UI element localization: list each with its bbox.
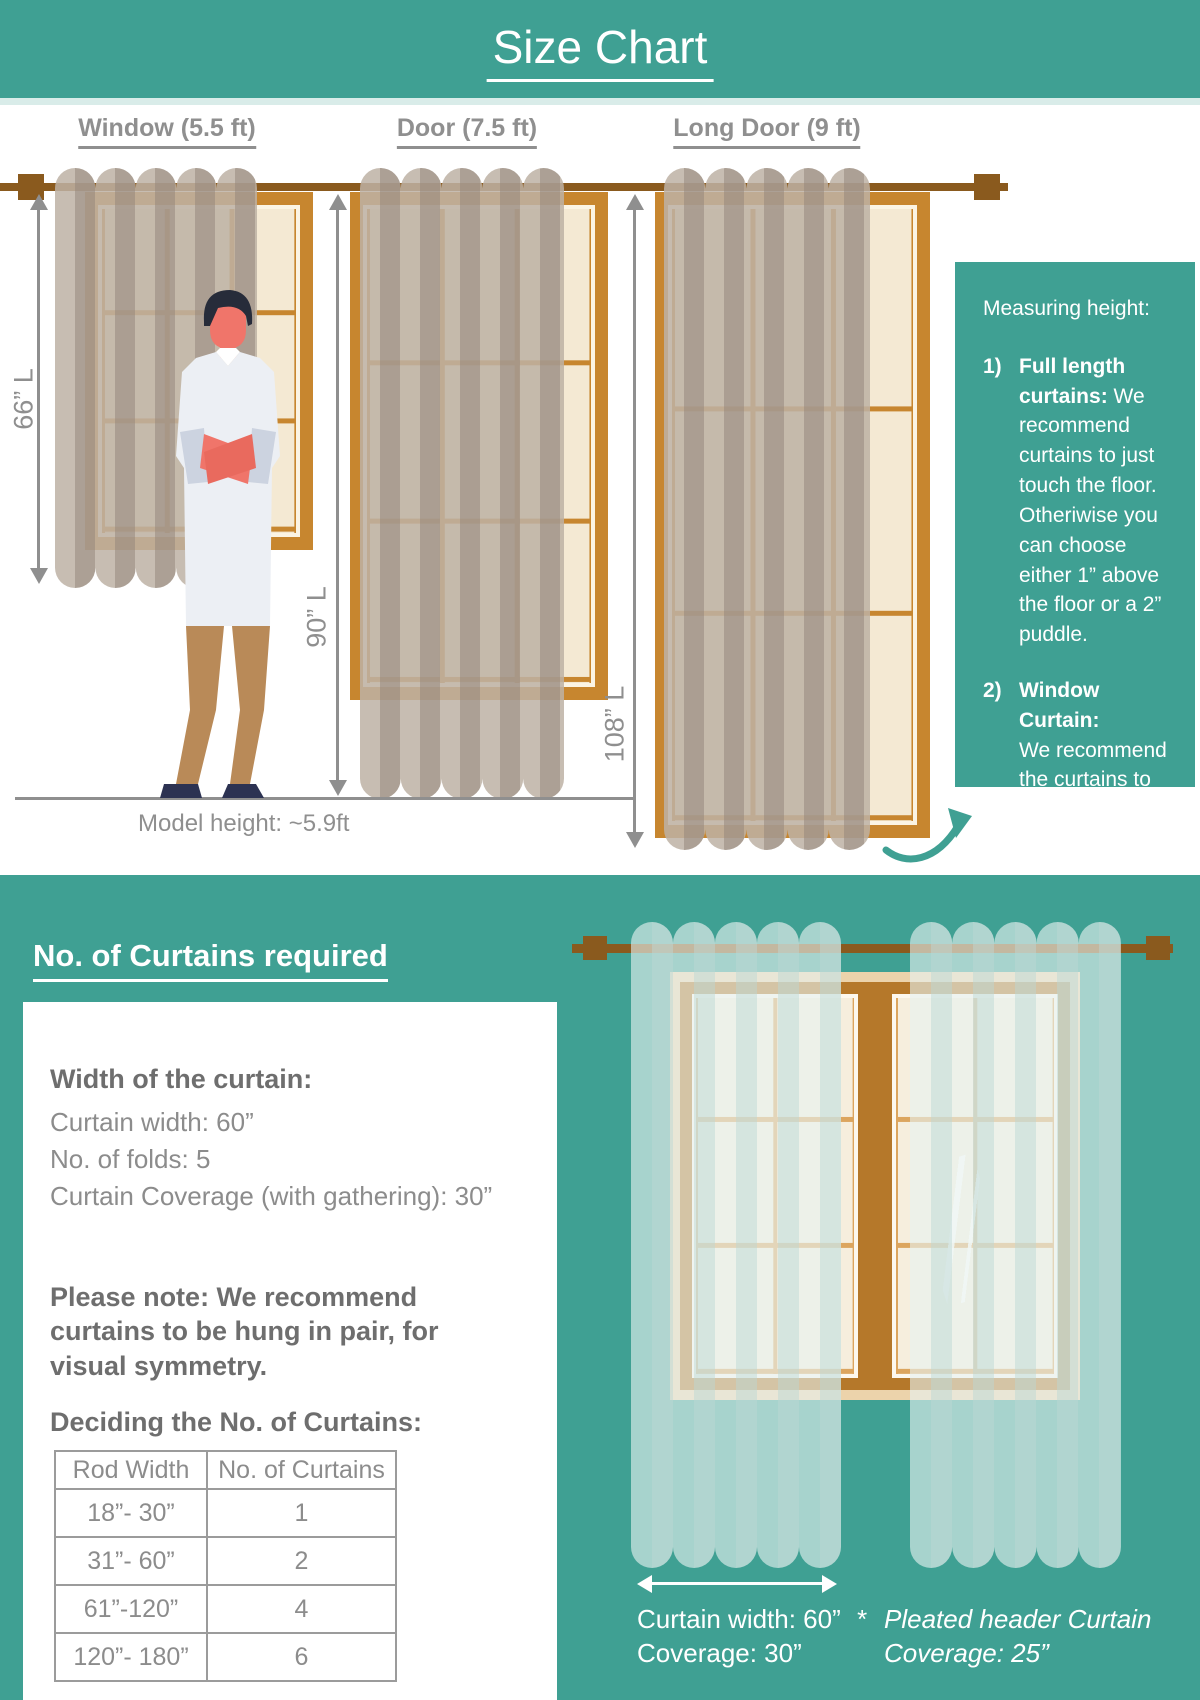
curtain-width-line: Curtain width: 60” (50, 1107, 254, 1137)
page-title: Size Chart (487, 20, 714, 82)
measure-arrow-108-icon (633, 210, 636, 832)
rod-finial-right (974, 174, 1000, 200)
floor-line (15, 797, 633, 800)
rod-finial-bottom-left (583, 936, 607, 960)
length-label-90: 90” L (301, 586, 332, 648)
item-1-text: Full length curtains: We recommend curtains to just touch the floor. Otheriwise you can choose either 1” above the floor or a 2” puddle. (1019, 354, 1162, 647)
table-row: 31”- 60” 2 (55, 1537, 396, 1585)
curtain-width-label: Curtain width: 60” (637, 1604, 841, 1634)
width-arrow-icon (652, 1582, 822, 1585)
length-label-108: 108” L (599, 685, 630, 763)
model-person-illustration (158, 286, 298, 801)
length-label-66: 66” L (8, 368, 39, 430)
pleated-note-star: * (856, 1604, 867, 1634)
curtain-90-inch (360, 168, 564, 799)
measuring-item-2 (983, 676, 1171, 855)
measuring-height-title: Measuring height: (983, 297, 1150, 320)
coverage-label: Coverage: 30” (637, 1638, 802, 1668)
sheer-curtain-right (910, 922, 1121, 1568)
pair-note: Please note: We recommend curtains to be hung in pair, for visual symmetry. (50, 1282, 439, 1381)
table-row: 18”- 30” 1 (55, 1489, 396, 1537)
item-2-number: 2) (983, 678, 1002, 702)
label-long-door: Long Door (9 ft) (673, 114, 860, 149)
measuring-item-1 (983, 352, 1171, 650)
pleated-note-line1: Pleated header Curtain (884, 1604, 1152, 1634)
label-window: Window (5.5 ft) (78, 114, 256, 149)
rod-finial-bottom-right (1146, 936, 1170, 960)
table-header-row (55, 1451, 396, 1489)
measuring-height-box (955, 262, 1195, 851)
curtains-required-heading: No. of Curtains required (33, 938, 388, 982)
header-bottom-strip (0, 98, 1200, 105)
rod-width-table (54, 1450, 397, 1682)
coverage-line: Curtain Coverage (with gathering): 30” (50, 1181, 493, 1211)
sheer-curtain-left (631, 922, 841, 1568)
table-row: 61”-120” 4 (55, 1585, 396, 1633)
curtain-info-card (23, 1002, 557, 1700)
model-height-caption: Model height: ~5.9ft (138, 810, 350, 837)
deciding-table-title: Deciding the No. of Curtains: (50, 1407, 423, 1437)
item-2-text: Window Curtain: We recommend the curtains to fall 6”- 8” below the window sill. (1019, 678, 1167, 851)
col-no-curtains: No. of Curtains (207, 1451, 396, 1489)
curved-arrow-icon (872, 796, 984, 866)
table-row: 120”- 180” 6 (55, 1633, 396, 1681)
col-rod-width: Rod Width (55, 1451, 207, 1489)
item-1-number: 1) (983, 354, 1002, 378)
width-of-curtain-title: Width of the curtain: (50, 1064, 313, 1094)
folds-line: No. of folds: 5 (50, 1144, 211, 1174)
measure-arrow-90-icon (336, 210, 339, 780)
curtain-108-inch (664, 168, 870, 850)
label-door: Door (7.5 ft) (397, 114, 537, 149)
pleated-note-line2: Coverage: 25” (884, 1638, 1049, 1668)
